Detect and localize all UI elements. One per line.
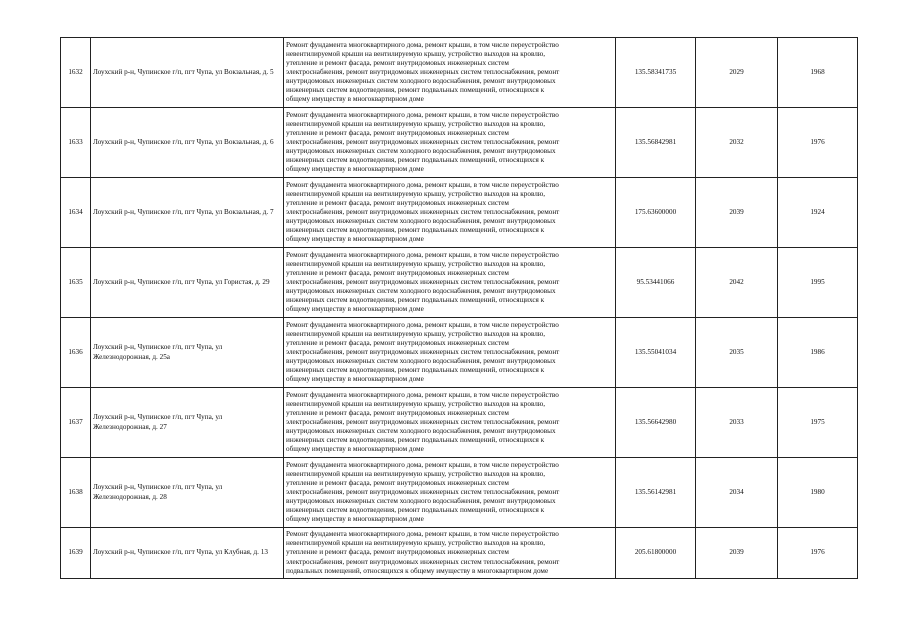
table-row xyxy=(61,108,858,178)
row-number: 1636 xyxy=(61,318,91,388)
address-cell: Лоухский р-н, Чупинское г/п, пгт Чупа, ул Гористая, д. 29 xyxy=(91,248,284,318)
row-number: 1635 xyxy=(61,248,91,318)
works-cell: Ремонт фундамента многоквартирного дома, ремонт крыши, в том числе переустройство невентилируемой крыши на вентилируемую крышу, устройство выходов на кровлю, утепление и ремонт фасада, ремонт внутридомовых инженерных систем электроснабжения, ремонт внутридомовых инженерных систем теплоснабжения, ремонт внутридомовых инженерных систем холодного водоснабжения, ремонт внутридомовых инженерных систем водоотведения, ремонт подвальных помещений, относящихся к общему имуществу в многоквартирном доме xyxy=(284,38,616,108)
built-year-cell: 1980 xyxy=(778,458,858,528)
built-year-cell: 1968 xyxy=(778,38,858,108)
table-row xyxy=(61,528,858,579)
plan-year-cell: 2039 xyxy=(696,178,778,248)
cost-cell: 175.63600000 xyxy=(616,178,696,248)
plan-year-cell: 2029 xyxy=(696,38,778,108)
table-row xyxy=(61,318,858,388)
works-cell: Ремонт фундамента многоквартирного дома, ремонт крыши, в том числе переустройство невентилируемой крыши на вентилируемую крышу, устройство выходов на кровлю, утепление и ремонт фасада, ремонт внутридомовых инженерных систем электроснабжения, ремонт внутридомовых инженерных систем теплоснабжения, ремонт внутридомовых инженерных систем холодного водоснабжения, ремонт внутридомовых инженерных систем водоотведения, ремонт подвальных помещений, относящихся к общему имуществу в многоквартирном доме xyxy=(284,388,616,458)
table-row xyxy=(61,248,858,318)
address-cell: Лоухский р-н, Чупинское г/п, пгт Чупа, ул Вокзальная, д. 5 xyxy=(91,38,284,108)
works-cell: Ремонт фундамента многоквартирного дома, ремонт крыши, в том числе переустройство невентилируемой крыши на вентилируемую крышу, устройство выходов на кровлю, утепление и ремонт фасада, ремонт внутридомовых инженерных систем электроснабжения, ремонт внутридомовых инженерных систем теплоснабжения, ремонт внутридомовых инженерных систем холодного водоснабжения, ремонт внутридомовых инженерных систем водоотведения, ремонт подвальных помещений, относящихся к общему имуществу в многоквартирном доме xyxy=(284,248,616,318)
repair-program-table xyxy=(60,37,858,579)
address-cell: Лоухский р-н, Чупинское г/п, пгт Чупа, ул Вокзальная, д. 6 xyxy=(91,108,284,178)
row-number: 1638 xyxy=(61,458,91,528)
plan-year-cell: 2042 xyxy=(696,248,778,318)
works-cell: Ремонт фундамента многоквартирного дома, ремонт крыши, в том числе переустройство невентилируемой крыши на вентилируемую крышу, устройство выходов на кровлю, утепление и ремонт фасада, ремонт внутридомовых инженерных систем электроснабжения, ремонт внутридомовых инженерных систем теплоснабжения, ремонт внутридомовых инженерных систем холодного водоснабжения, ремонт внутридомовых инженерных систем водоотведения, ремонт подвальных помещений, относящихся к общему имуществу в многоквартирном доме xyxy=(284,108,616,178)
works-cell: Ремонт фундамента многоквартирного дома, ремонт крыши, в том числе переустройство невентилируемой крыши на вентилируемую крышу, устройство выходов на кровлю, утепление и ремонт фасада, ремонт внутридомовых инженерных систем электроснабжения, ремонт внутридомовых инженерных систем теплоснабжения, ремонт внутридомовых инженерных систем холодного водоснабжения, ремонт внутридомовых инженерных систем водоотведения, ремонт подвальных помещений, относящихся к общему имуществу в многоквартирном доме xyxy=(284,318,616,388)
plan-year-cell: 2032 xyxy=(696,108,778,178)
built-year-cell: 1924 xyxy=(778,178,858,248)
row-number: 1634 xyxy=(61,178,91,248)
built-year-cell: 1976 xyxy=(778,108,858,178)
row-number: 1633 xyxy=(61,108,91,178)
row-number: 1637 xyxy=(61,388,91,458)
table-row xyxy=(61,458,858,528)
table-row xyxy=(61,178,858,248)
plan-year-cell: 2034 xyxy=(696,458,778,528)
address-cell: Лоухский р-н, Чупинское г/п, пгт Чупа, ул Железнодорожная, д. 25а xyxy=(91,318,284,388)
address-cell: Лоухский р-н, Чупинское г/п, пгт Чупа, ул Клубная, д. 13 xyxy=(91,528,284,579)
works-cell: Ремонт фундамента многоквартирного дома, ремонт крыши, в том числе переустройство невентилируемой крыши на вентилируемую крышу, устройство выходов на кровлю, утепление и ремонт фасада, ремонт внутридомовых инженерных систем электроснабжения, ремонт внутридомовых инженерных систем теплоснабжения, ремонт внутридомовых инженерных систем холодного водоснабжения, ремонт внутридомовых инженерных систем водоотведения, ремонт подвальных помещений, относящихся к общему имуществу в многоквартирном доме xyxy=(284,178,616,248)
works-cell: Ремонт фундамента многоквартирного дома, ремонт крыши, в том числе переустройство невентилируемой крыши на вентилируемую крышу, устройство выходов на кровлю, утепление и ремонт фасада, ремонт внутридомовых инженерных систем электроснабжения, ремонт внутридомовых инженерных систем теплоснабжения, ремонт подвальных помещений, относящихся к общему имуществу в многоквартирном доме xyxy=(284,528,616,579)
row-number: 1632 xyxy=(61,38,91,108)
cost-cell: 135.58341735 xyxy=(616,38,696,108)
address-cell: Лоухский р-н, Чупинское г/п, пгт Чупа, ул Вокзальная, д. 7 xyxy=(91,178,284,248)
plan-year-cell: 2033 xyxy=(696,388,778,458)
cost-cell: 95.53441066 xyxy=(616,248,696,318)
plan-year-cell: 2035 xyxy=(696,318,778,388)
address-cell: Лоухский р-н, Чупинское г/п, пгт Чупа, ул Железнодорожная, д. 27 xyxy=(91,388,284,458)
table-row xyxy=(61,38,858,108)
cost-cell: 135.56842981 xyxy=(616,108,696,178)
built-year-cell: 1975 xyxy=(778,388,858,458)
cost-cell: 135.56142981 xyxy=(616,458,696,528)
table-row xyxy=(61,388,858,458)
address-cell: Лоухский р-н, Чупинское г/п, пгт Чупа, ул Железнодорожная, д. 28 xyxy=(91,458,284,528)
built-year-cell: 1976 xyxy=(778,528,858,579)
cost-cell: 135.55041034 xyxy=(616,318,696,388)
plan-year-cell: 2039 xyxy=(696,528,778,579)
built-year-cell: 1986 xyxy=(778,318,858,388)
cost-cell: 135.56642980 xyxy=(616,388,696,458)
works-cell: Ремонт фундамента многоквартирного дома, ремонт крыши, в том числе переустройство невентилируемой крыши на вентилируемую крышу, устройство выходов на кровлю, утепление и ремонт фасада, ремонт внутридомовых инженерных систем электроснабжения, ремонт внутридомовых инженерных систем теплоснабжения, ремонт внутридомовых инженерных систем холодного водоснабжения, ремонт внутридомовых инженерных систем водоотведения, ремонт подвальных помещений, относящихся к общему имуществу в многоквартирном доме xyxy=(284,458,616,528)
row-number: 1639 xyxy=(61,528,91,579)
built-year-cell: 1995 xyxy=(778,248,858,318)
cost-cell: 205.61800000 xyxy=(616,528,696,579)
